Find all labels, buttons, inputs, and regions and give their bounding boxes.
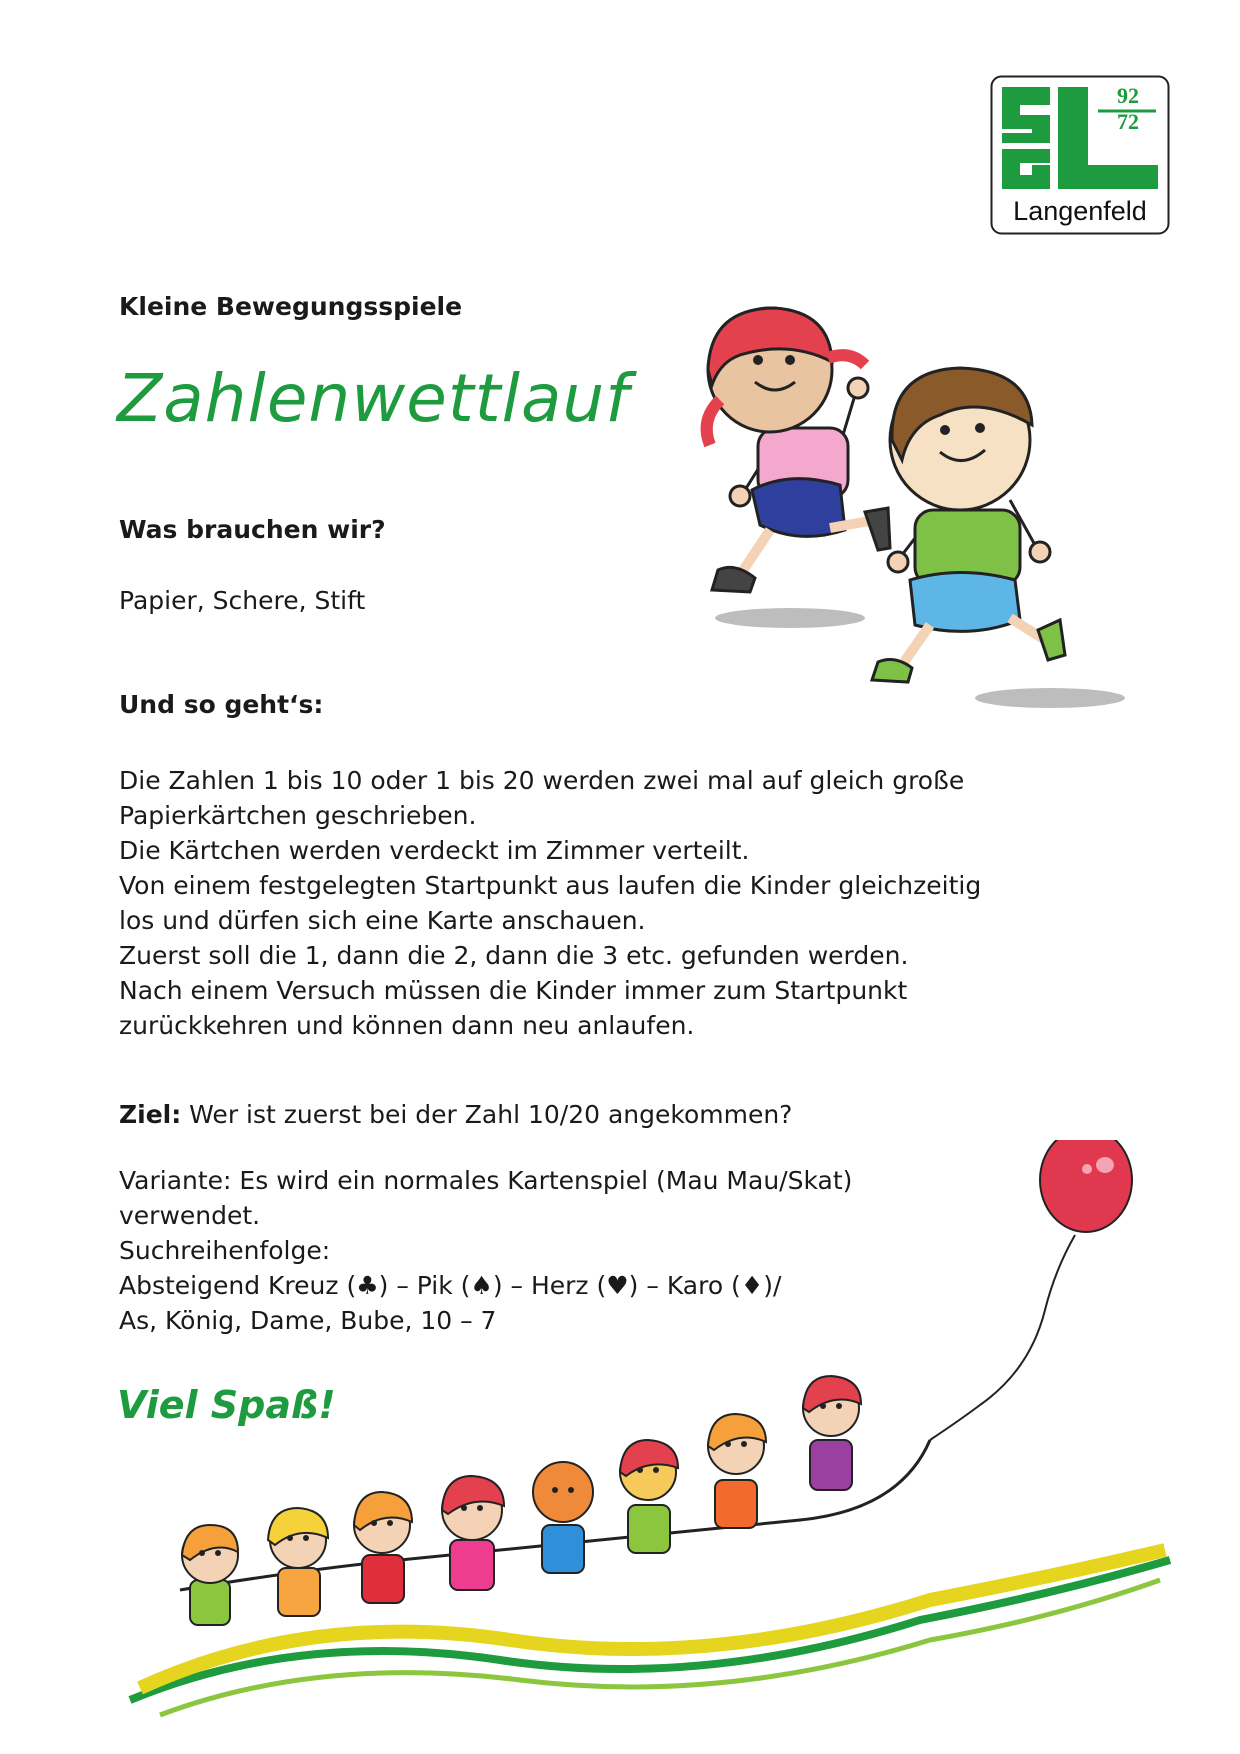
page-title: Zahlenwettlauf (117, 360, 630, 437)
instruction-line: zurückkehren und können dann neu anlaufen. (119, 1011, 695, 1040)
variant-line: Absteigend Kreuz (♣) – Pik (♠) – Herz (♥) – Karo (♦)/ (119, 1271, 782, 1300)
variant-line: Variante: Es wird ein normales Kartenspiel (Mau Mau/Skat) (119, 1166, 853, 1195)
instructions-heading: Und so geht‘s: (119, 690, 324, 719)
instruction-line: Von einem festgelegten Startpunkt aus laufen die Kinder gleichzeitig (119, 871, 982, 900)
instruction-line: Papierkärtchen geschrieben. (119, 801, 477, 830)
variant-line: As, König, Dame, Bube, 10 – 7 (119, 1306, 497, 1335)
variant-line: Suchreihenfolge: (119, 1236, 331, 1265)
goal-line (119, 1097, 792, 1132)
club-logo (990, 75, 1170, 235)
materials-heading: Was brauchen wir? (119, 515, 386, 544)
variant-line: verwendet. (119, 1201, 261, 1230)
kids-chain-illustration (100, 1140, 1200, 1740)
goal-text: Wer ist zuerst bei der Zahl 10/20 angekommen? (181, 1100, 793, 1129)
instruction-line: Die Kärtchen werden verdeckt im Zimmer verteilt. (119, 836, 750, 865)
instructions-text (119, 763, 1019, 1043)
logo-numbers: 92 72 (1117, 83, 1139, 134)
running-kids-illustration (640, 300, 1180, 720)
kicker-heading: Kleine Bewegungsspiele (119, 292, 463, 321)
instruction-line: Nach einem Versuch müssen die Kinder immer zum Startpunkt (119, 976, 908, 1005)
instruction-line: los und dürfen sich eine Karte anschauen. (119, 906, 646, 935)
materials-list: Papier, Schere, Stift (119, 586, 366, 615)
instruction-line: Die Zahlen 1 bis 10 oder 1 bis 20 werden zwei mal auf gleich große (119, 766, 965, 795)
instruction-line: Zuerst soll die 1, dann die 2, dann die 3 etc. gefunden werden. (119, 941, 909, 970)
closing-text: Viel Spaß! (117, 1383, 336, 1427)
goal-label: Ziel: (119, 1100, 182, 1129)
logo-city: Langenfeld (1013, 196, 1147, 226)
balloon-icon (930, 1140, 1132, 1440)
